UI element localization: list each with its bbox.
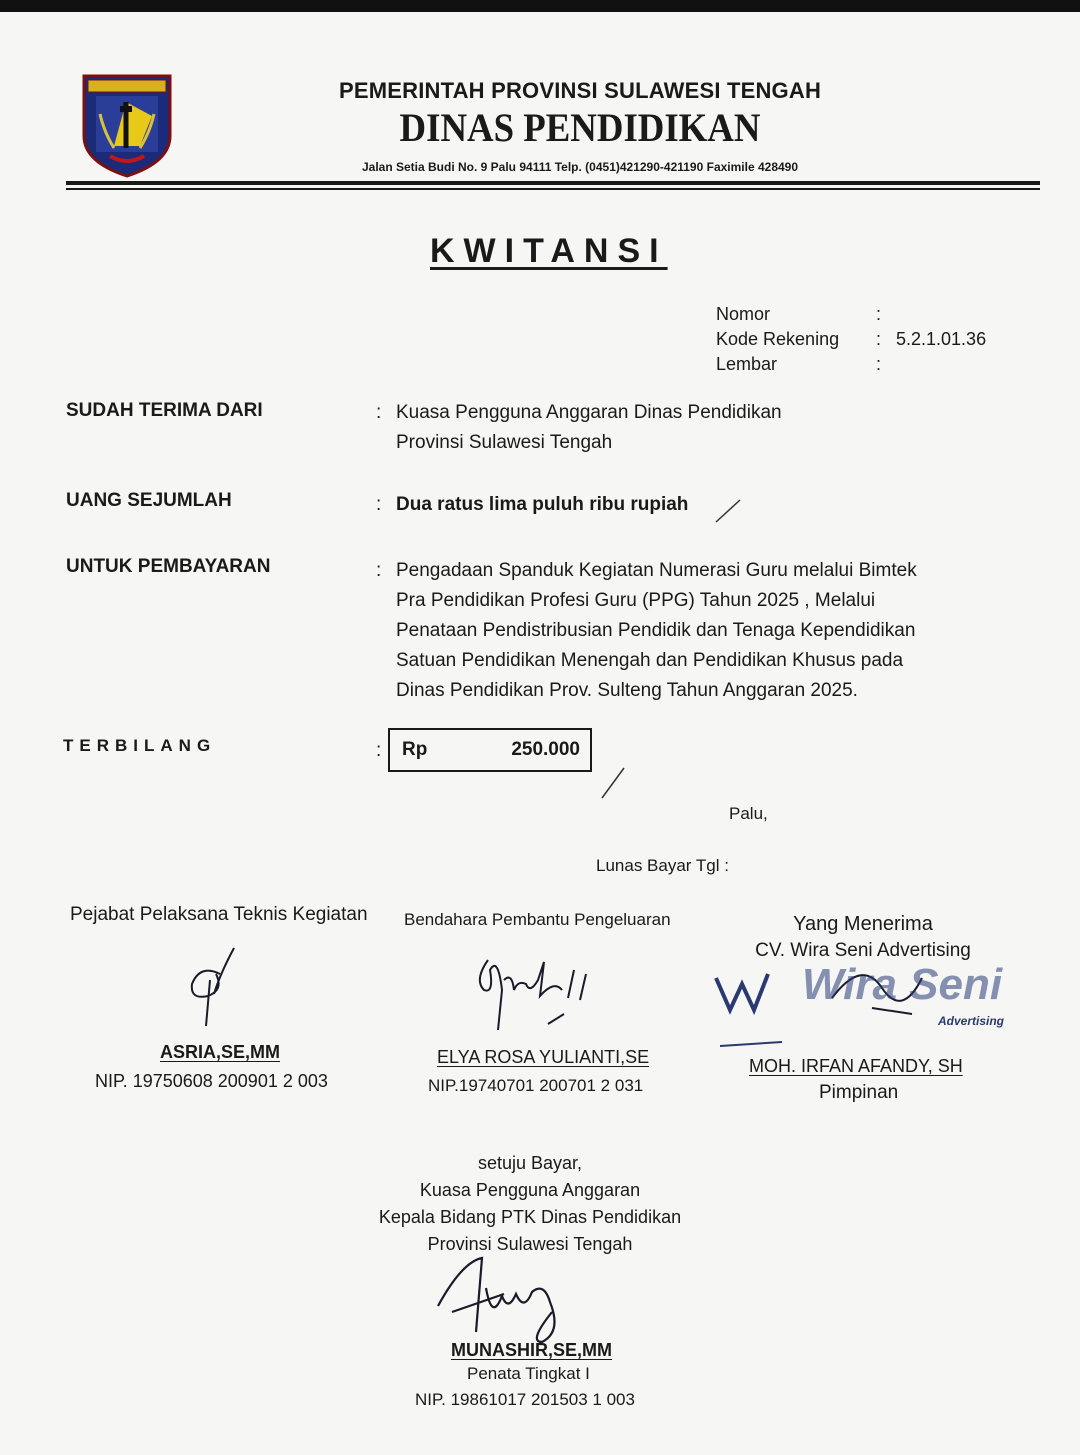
receiver-position: Pimpinan	[819, 1082, 899, 1103]
tick-mark-icon	[598, 766, 628, 800]
approver-rank: Penata Tingkat I	[467, 1364, 590, 1383]
meta-row-sheet	[716, 352, 986, 377]
approver-line: setuju Bayar,	[477, 1153, 583, 1173]
office-heading: DINAS PENDIDIKAN	[399, 105, 761, 150]
purpose-line: Satuan Pendidikan Menengah dan Pendidikan Khusus pada	[396, 650, 904, 671]
signature-munashir	[432, 1252, 582, 1348]
provincial-emblem-logo	[80, 72, 174, 180]
office-address: Jalan Setia Budi No. 9 Palu 94111 Telp. (0451)421290-421190 Faximile 428490	[361, 160, 799, 174]
purpose-line: Pra Pendidikan Profesi Guru (PPG) Tahun 2025 , Melalui	[396, 590, 876, 611]
purpose-line: Penataan Pendistribusian Pendidik dan Tenaga Kependidikan	[396, 620, 916, 641]
receiver-role: Yang Menerima	[793, 913, 933, 935]
receipt-meta	[716, 302, 986, 377]
amount-words-value: Dua ratus lima puluh ribu rupiah	[396, 494, 689, 515]
paid-date-label: Lunas Bayar Tgl :	[596, 856, 729, 875]
amount-words-colon: :	[376, 494, 382, 515]
company-stamp	[712, 958, 1024, 1054]
signature-elya	[468, 950, 608, 1040]
receiver-company: CV. Wira Seni Advertising	[755, 940, 971, 961]
place-label: Palu,	[729, 804, 768, 823]
meta-colon: :	[876, 354, 882, 374]
total-colon: :	[376, 740, 382, 761]
approver-line: Kuasa Pengguna Anggaran	[419, 1180, 641, 1200]
receiver-name: MOH. IRFAN AFANDY, SH	[749, 1056, 963, 1076]
purpose-label: UNTUK PEMBAYARAN	[66, 556, 271, 577]
meta-row-number	[716, 302, 986, 327]
treasurer-role: Bendahara Pembantu Pengeluaran	[404, 910, 671, 929]
meta-label: Lembar	[716, 354, 778, 374]
approver-nip: NIP. 19861017 201503 1 003	[415, 1390, 635, 1409]
purpose-line: Dinas Pendidikan Prov. Sulteng Tahun Anggaran 2025.	[396, 680, 858, 701]
meta-colon: :	[876, 329, 882, 349]
technical-officer-name: ASRIA,SE,MM	[160, 1042, 281, 1062]
technical-officer-nip: NIP. 19750608 200901 2 003	[95, 1071, 328, 1091]
top-scan-edge	[0, 0, 1080, 12]
stamp-brand-text: Wira Seni	[802, 960, 1003, 1009]
received-from-label: SUDAH TERIMA DARI	[66, 400, 263, 421]
purpose-colon: :	[376, 560, 382, 581]
total-amount-box	[388, 728, 592, 772]
received-from-colon: :	[376, 402, 382, 423]
signature-asria	[180, 944, 250, 1030]
received-from-line: Kuasa Pengguna Anggaran Dinas Pendidikan	[396, 402, 782, 423]
approver-name: MUNASHIR,SE,MM	[451, 1340, 612, 1360]
meta-label: Nomor	[716, 304, 771, 324]
treasurer-name: ELYA ROSA YULIANTI,SE	[437, 1047, 650, 1067]
stamp-sub-text: Advertising	[938, 1014, 1005, 1028]
meta-row-account-code	[716, 327, 986, 352]
meta-colon: :	[876, 304, 882, 324]
meta-label: Kode Rekening	[716, 329, 840, 349]
approver-line: Provinsi Sulawesi Tengah	[427, 1234, 633, 1254]
meta-value: 5.2.1.01.36	[896, 329, 987, 349]
purpose-value	[396, 556, 917, 706]
header-divider-thin	[66, 188, 1040, 190]
received-from-line: Provinsi Sulawesi Tengah	[396, 432, 613, 453]
document-title: KWITANSI	[430, 232, 668, 270]
header-divider-thick	[66, 181, 1040, 185]
received-from-value	[396, 398, 782, 458]
tick-mark-icon	[712, 498, 742, 524]
treasurer-nip: NIP.19740701 200701 2 031	[428, 1076, 644, 1095]
total-amount: 250.000	[511, 739, 580, 760]
amount-words-label: UANG SEJUMLAH	[66, 490, 232, 511]
approver-line: Kepala Bidang PTK Dinas Pendidikan	[378, 1207, 682, 1227]
technical-officer-role: Pejabat Pelaksana Teknis Kegiatan	[70, 904, 368, 925]
currency-label: Rp	[402, 739, 428, 760]
total-label: TERBILANG	[63, 736, 217, 755]
purpose-line: Pengadaan Spanduk Kegiatan Numerasi Guru melalui Bimtek	[396, 560, 917, 581]
approver-block	[340, 1150, 720, 1258]
government-heading: PEMERINTAH PROVINSI SULAWESI TENGAH	[338, 78, 822, 103]
